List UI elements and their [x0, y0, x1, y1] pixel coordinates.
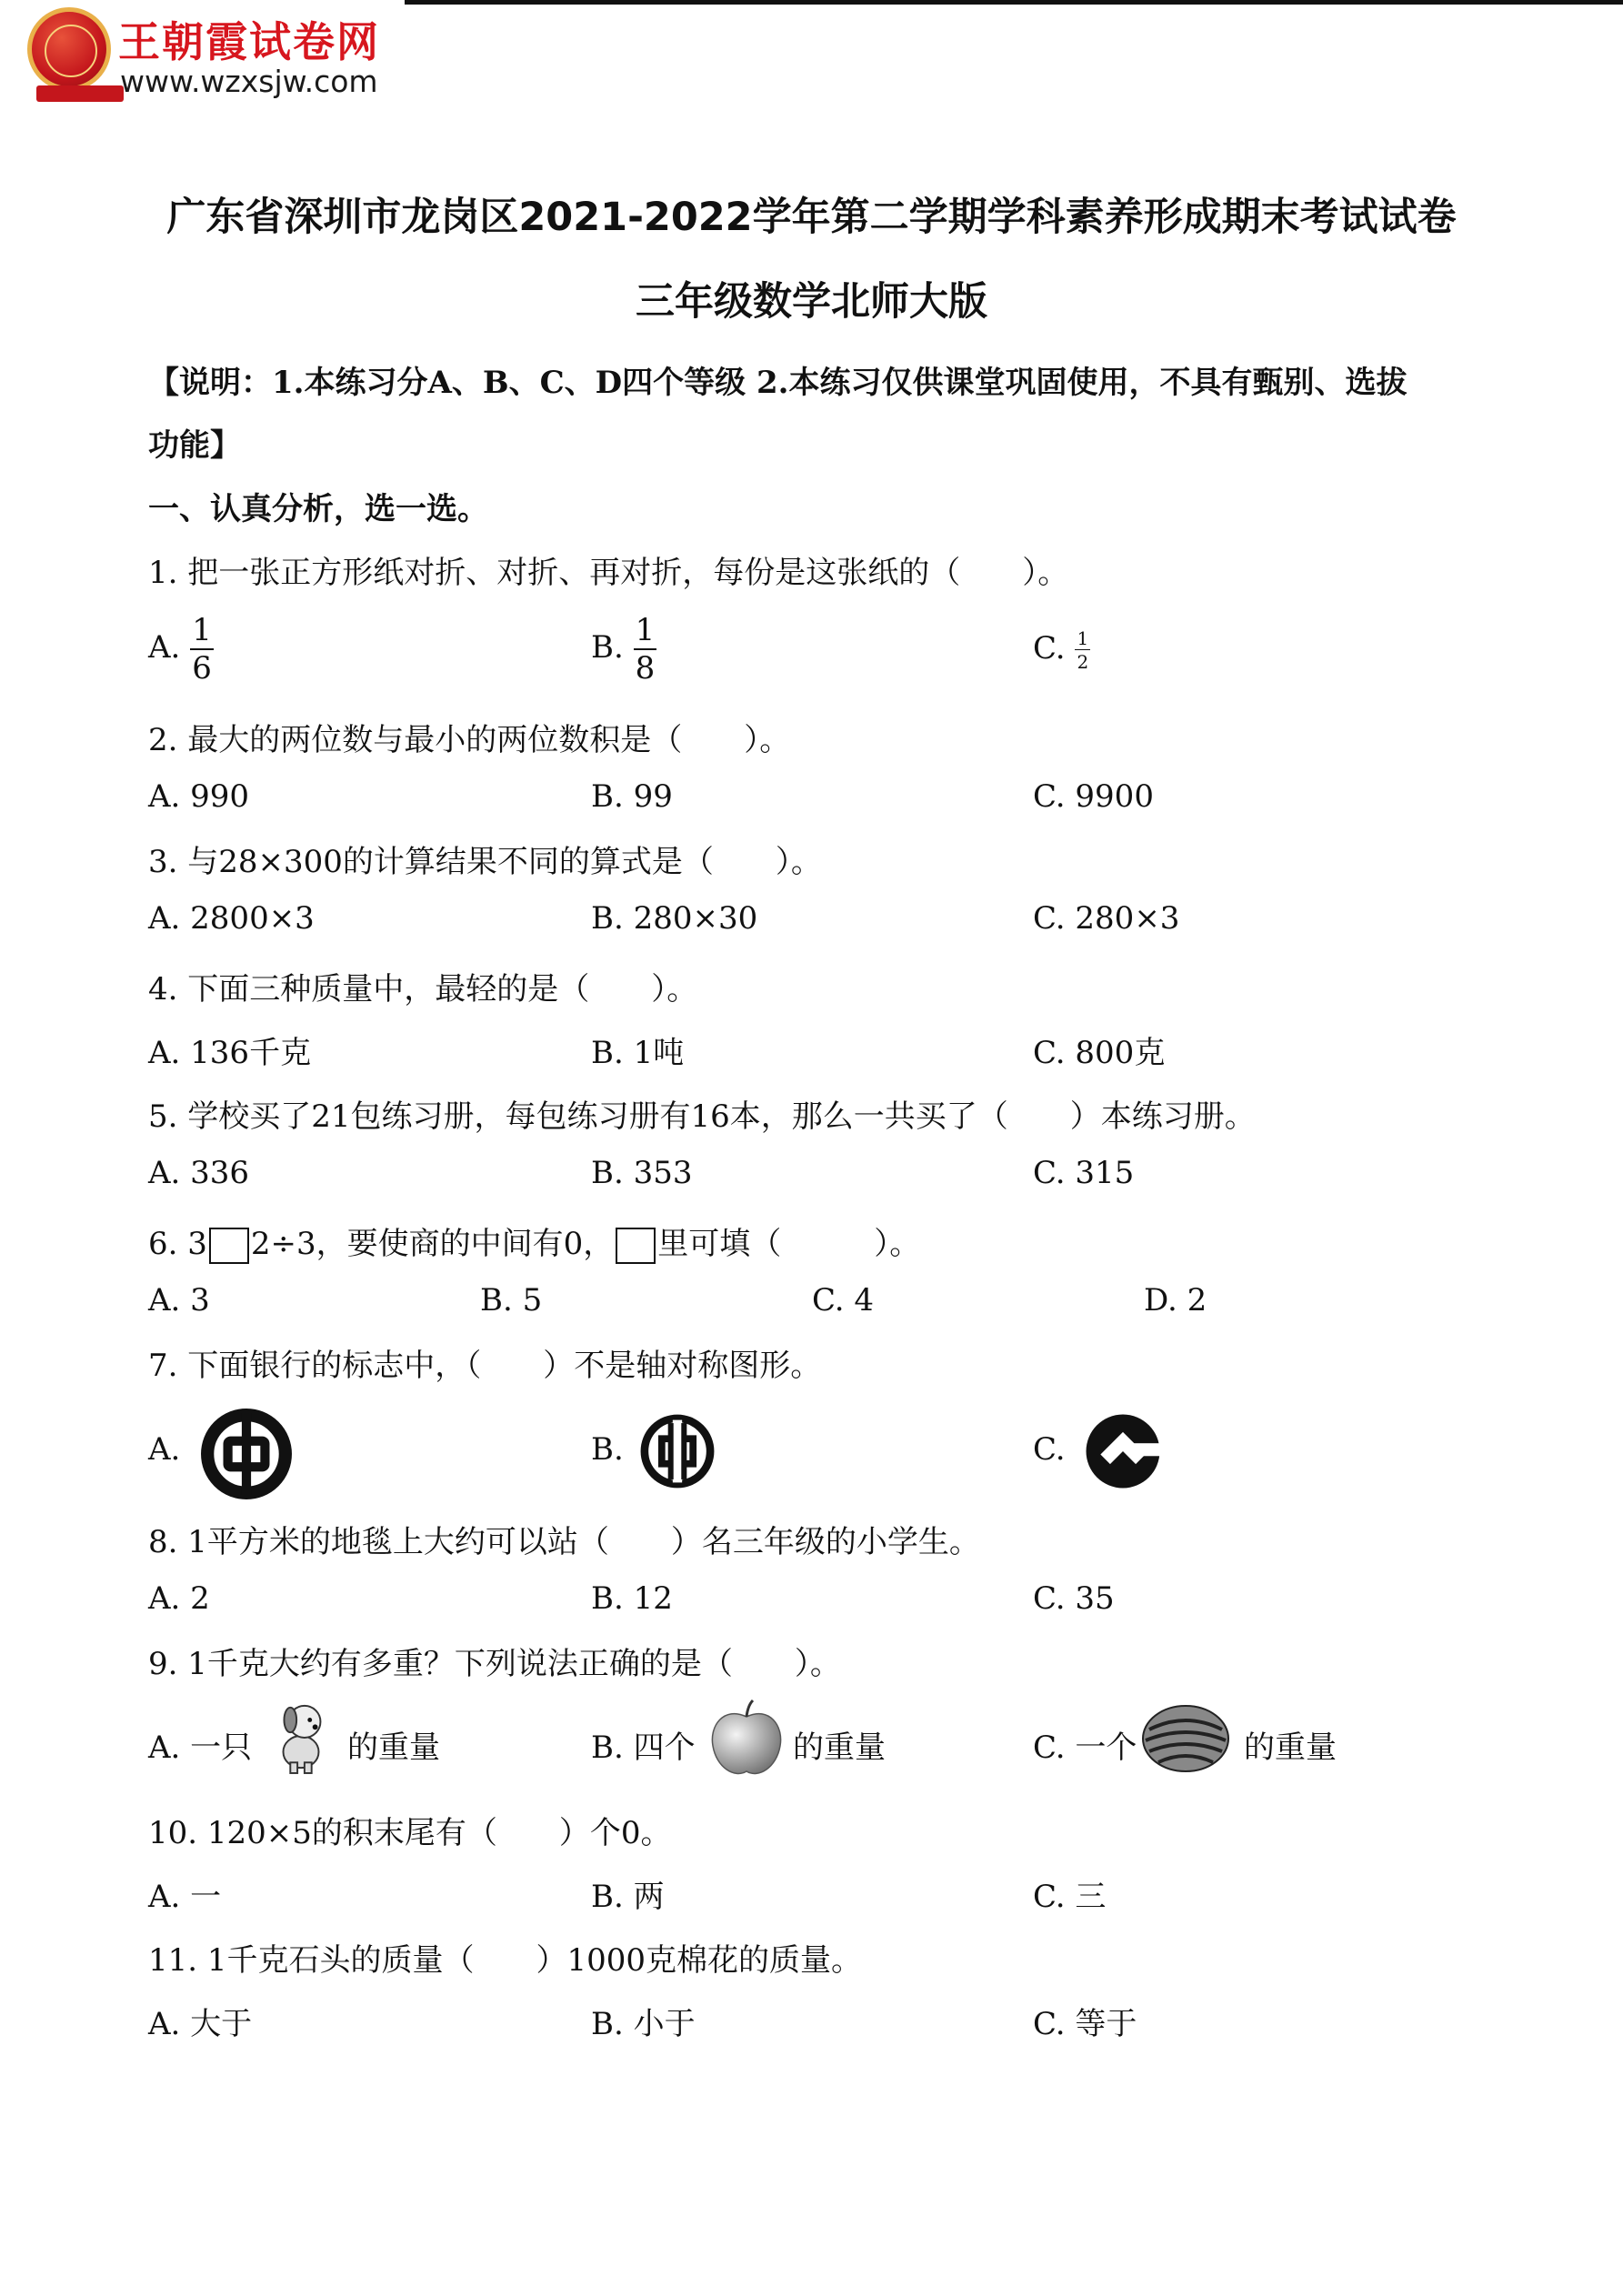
option-label: A. — [148, 629, 181, 666]
fraction: $\frac{1}{8}$ — [635, 612, 656, 687]
bank-of-china-logo-icon — [200, 1408, 293, 1500]
q9-option-c-suffix: 的重量 — [1244, 1730, 1337, 1766]
q6-text-a: 6. 3 — [148, 1226, 207, 1262]
question-4: 4. 下面三种质量中，最轻的是（ ）。 — [148, 971, 698, 1008]
question-1: 1. 把一张正方形纸对折、对折、再对折，每份是这张纸的（ ）。 — [148, 555, 1069, 591]
question-5: 5. 学校买了21包练习册，每包练习册有16本，那么一共买了（ ）本练习册。 — [148, 1098, 1256, 1135]
fraction: $\frac{1}{2}$ — [1077, 627, 1089, 673]
q8-option-c[interactable]: C. 35 — [1033, 1580, 1115, 1617]
q1-option-b[interactable] — [591, 612, 656, 687]
q3-option-c[interactable]: C. 280×3 — [1033, 900, 1180, 937]
question-11: 11. 1千克石头的质量（ ）1000克棉花的质量。 — [148, 1942, 863, 1979]
q1-option-a[interactable] — [148, 612, 214, 687]
page-title: 广东省深圳市龙岗区2021-2022学年第二学期学科素养形成期末考试试卷 — [166, 195, 1457, 240]
fraction: $\frac{1}{6}$ — [192, 612, 212, 687]
q8-option-a[interactable]: A. 2 — [148, 1580, 210, 1617]
icbc-logo-icon — [638, 1411, 716, 1491]
q11-option-b[interactable]: B. 小于 — [591, 2006, 696, 2042]
q7-option-c[interactable]: C. — [1033, 1431, 1066, 1468]
q9-option-a-suffix: 的重量 — [347, 1730, 440, 1766]
q10-option-a[interactable]: A. 一 — [148, 1879, 222, 1915]
q7-option-a[interactable]: A. — [148, 1431, 181, 1468]
blank-box[interactable] — [616, 1228, 656, 1264]
logo-url[interactable]: www.wzxsjw.com — [120, 64, 378, 99]
q5-option-c[interactable]: C. 315 — [1033, 1155, 1135, 1191]
puppy-icon — [265, 1699, 336, 1775]
ccb-logo-icon — [1082, 1411, 1164, 1491]
page-subtitle: 三年级数学北师大版 — [636, 279, 987, 325]
q6-text-c: 里可填（ ）。 — [657, 1226, 921, 1262]
question-7: 7. 下面银行的标志中，（ ）不是轴对称图形。 — [148, 1348, 822, 1384]
q6-option-a[interactable]: A. 3 — [148, 1282, 210, 1318]
question-9: 9. 1千克大约有多重？下列说法正确的是（ ）。 — [148, 1646, 841, 1682]
q4-option-c[interactable]: C. 800克 — [1033, 1035, 1166, 1071]
q4-option-b[interactable]: B. 1吨 — [591, 1035, 685, 1071]
q5-option-a[interactable]: A. 336 — [148, 1155, 250, 1191]
q5-option-b[interactable]: B. 353 — [591, 1155, 693, 1191]
q6-option-d[interactable]: D. 2 — [1144, 1282, 1207, 1318]
q9-option-b-suffix: 的重量 — [793, 1730, 886, 1766]
seal-ribbon-icon — [36, 85, 124, 102]
site-logo[interactable] — [27, 7, 427, 105]
option-label: B. — [591, 629, 624, 666]
blank-box[interactable] — [209, 1228, 249, 1264]
q6-option-b[interactable]: B. 5 — [480, 1282, 543, 1318]
q10-option-c[interactable]: C. 三 — [1033, 1879, 1107, 1915]
q8-option-b[interactable]: B. 12 — [591, 1580, 673, 1617]
q1-option-c[interactable] — [1033, 629, 1090, 671]
question-3: 3. 与28×300的计算结果不同的算式是（ ）。 — [148, 844, 822, 880]
seal-icon — [27, 7, 111, 91]
q3-option-b[interactable]: B. 280×30 — [591, 900, 758, 937]
question-6 — [148, 1218, 920, 1264]
q9-option-a[interactable]: A. 一只 — [148, 1730, 253, 1766]
q6-option-c[interactable]: C. 4 — [812, 1282, 875, 1318]
logo-title: 王朝霞试卷网 — [118, 17, 380, 66]
section-heading: 一、认真分析，选一选。 — [148, 491, 488, 527]
q11-option-c[interactable]: C. 等于 — [1033, 2006, 1137, 2042]
q9-option-c[interactable]: C. 一个 — [1033, 1730, 1137, 1766]
question-10: 10. 120×5的积末尾有（ ）个0。 — [148, 1815, 672, 1851]
watermelon-icon — [1140, 1702, 1231, 1775]
q2-option-a[interactable]: A. 990 — [148, 778, 250, 815]
question-2: 2. 最大的两位数与最小的两位数积是（ ）。 — [148, 722, 791, 758]
note-line-1: 【说明：1.本练习分A、B、C、D四个等级 2.本练习仅供课堂巩固使用，不具有甄别、选拔 — [148, 365, 1408, 401]
q4-option-a[interactable]: A. 136千克 — [148, 1035, 312, 1071]
note-line-2: 功能】 — [148, 427, 241, 464]
q3-option-a[interactable]: A. 2800×3 — [148, 900, 315, 937]
top-rule — [405, 0, 1623, 5]
q2-option-c[interactable]: C. 9900 — [1033, 778, 1154, 815]
q11-option-a[interactable]: A. 大于 — [148, 2006, 253, 2042]
q9-option-b[interactable]: B. 四个 — [591, 1730, 696, 1766]
option-label: C. — [1033, 630, 1066, 667]
q10-option-b[interactable]: B. 两 — [591, 1879, 665, 1915]
apple-icon — [706, 1699, 787, 1780]
q7-option-b[interactable]: B. — [591, 1431, 624, 1468]
q6-text-b: 2÷3，要使商的中间有0， — [250, 1226, 615, 1262]
q2-option-b[interactable]: B. 99 — [591, 778, 673, 815]
question-8: 8. 1平方米的地毯上大约可以站（ ）名三年级的小学生。 — [148, 1524, 980, 1560]
